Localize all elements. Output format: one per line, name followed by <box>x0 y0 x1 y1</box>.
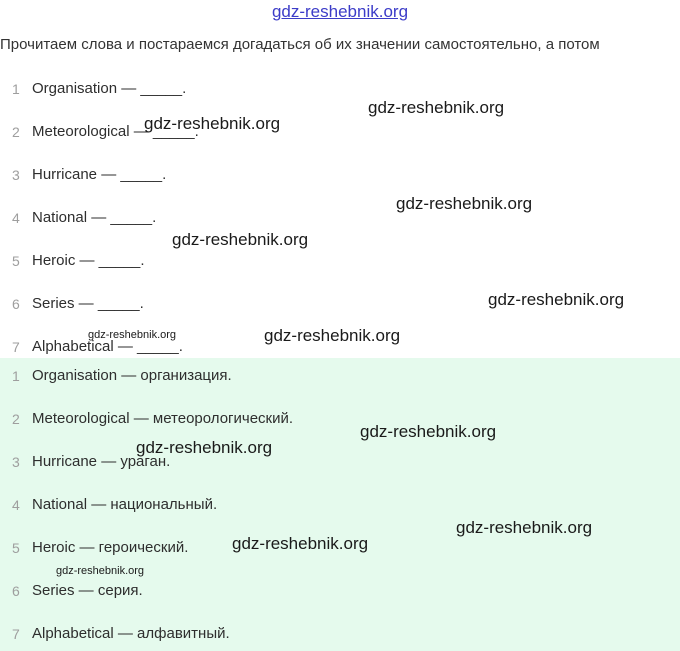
intro-text: Прочитаем слова и постараемся догадаться об их значении самостоятельно, а потом <box>0 36 600 53</box>
item-number: 2 <box>12 411 20 427</box>
item-number: 4 <box>12 497 20 513</box>
exercise-item-4 <box>0 207 680 229</box>
answer-item-3 <box>0 451 680 473</box>
item-text: Series — серия. <box>32 582 143 599</box>
item-text: National — _____. <box>32 209 157 226</box>
item-number: 3 <box>12 167 20 183</box>
exercise-item-5 <box>0 250 680 272</box>
watermark: gdz-reshebnik.org <box>488 290 625 309</box>
answer-item-6 <box>0 580 680 602</box>
answer-item-2 <box>0 408 680 430</box>
answer-item-1 <box>0 365 680 387</box>
item-number: 2 <box>12 124 20 140</box>
answer-item-7 <box>0 623 680 645</box>
watermark: gdz-reshebnik.org <box>456 518 593 537</box>
watermark: gdz-reshebnik.org <box>368 98 505 117</box>
item-text: Hurricane — _____. <box>32 166 167 183</box>
item-text: Series — _____. <box>32 295 144 312</box>
item-number: 3 <box>12 454 20 470</box>
item-number: 5 <box>12 540 20 556</box>
item-number: 1 <box>12 368 20 384</box>
watermark: gdz-reshebnik.org <box>396 194 533 213</box>
watermark: gdz-reshebnik.org <box>88 329 177 341</box>
item-text: Heroic — _____. <box>32 252 145 269</box>
watermark: gdz-reshebnik.org <box>232 534 369 553</box>
item-number: 5 <box>12 253 20 269</box>
item-text: Meteorological — _____. <box>32 123 199 140</box>
item-text: Hurricane — ураган. <box>32 453 171 470</box>
item-text: Organisation — организация. <box>32 367 232 384</box>
item-number: 7 <box>12 626 20 642</box>
item-text: Organisation — _____. <box>32 80 187 97</box>
exercise-item-1 <box>0 78 680 100</box>
item-number: 1 <box>12 81 20 97</box>
item-text: Alphabetical — алфавитный. <box>32 625 230 642</box>
item-text: National — национальный. <box>32 496 218 513</box>
watermark: gdz-reshebnik.org <box>172 230 309 249</box>
item-text: Heroic — героический. <box>32 539 189 556</box>
answers-list <box>0 365 680 645</box>
item-number: 7 <box>12 339 20 355</box>
item-text: Alphabetical — _____. <box>32 338 183 355</box>
item-text: Meteorological — метеорологический. <box>32 410 294 427</box>
watermark: gdz-reshebnik.org <box>264 326 401 345</box>
watermark: gdz-reshebnik.org <box>144 114 281 133</box>
exercise-list <box>0 78 680 358</box>
exercise-item-2 <box>0 121 680 143</box>
watermark: gdz-reshebnik.org <box>136 438 273 457</box>
exercise-item-3 <box>0 164 680 186</box>
item-number: 6 <box>12 296 20 312</box>
item-number: 6 <box>12 583 20 599</box>
watermark: gdz-reshebnik.org <box>56 565 145 577</box>
site-link[interactable]: gdz-reshebnik.org <box>271 2 409 21</box>
item-number: 4 <box>12 210 20 226</box>
watermark: gdz-reshebnik.org <box>360 422 497 441</box>
answer-item-4 <box>0 494 680 516</box>
